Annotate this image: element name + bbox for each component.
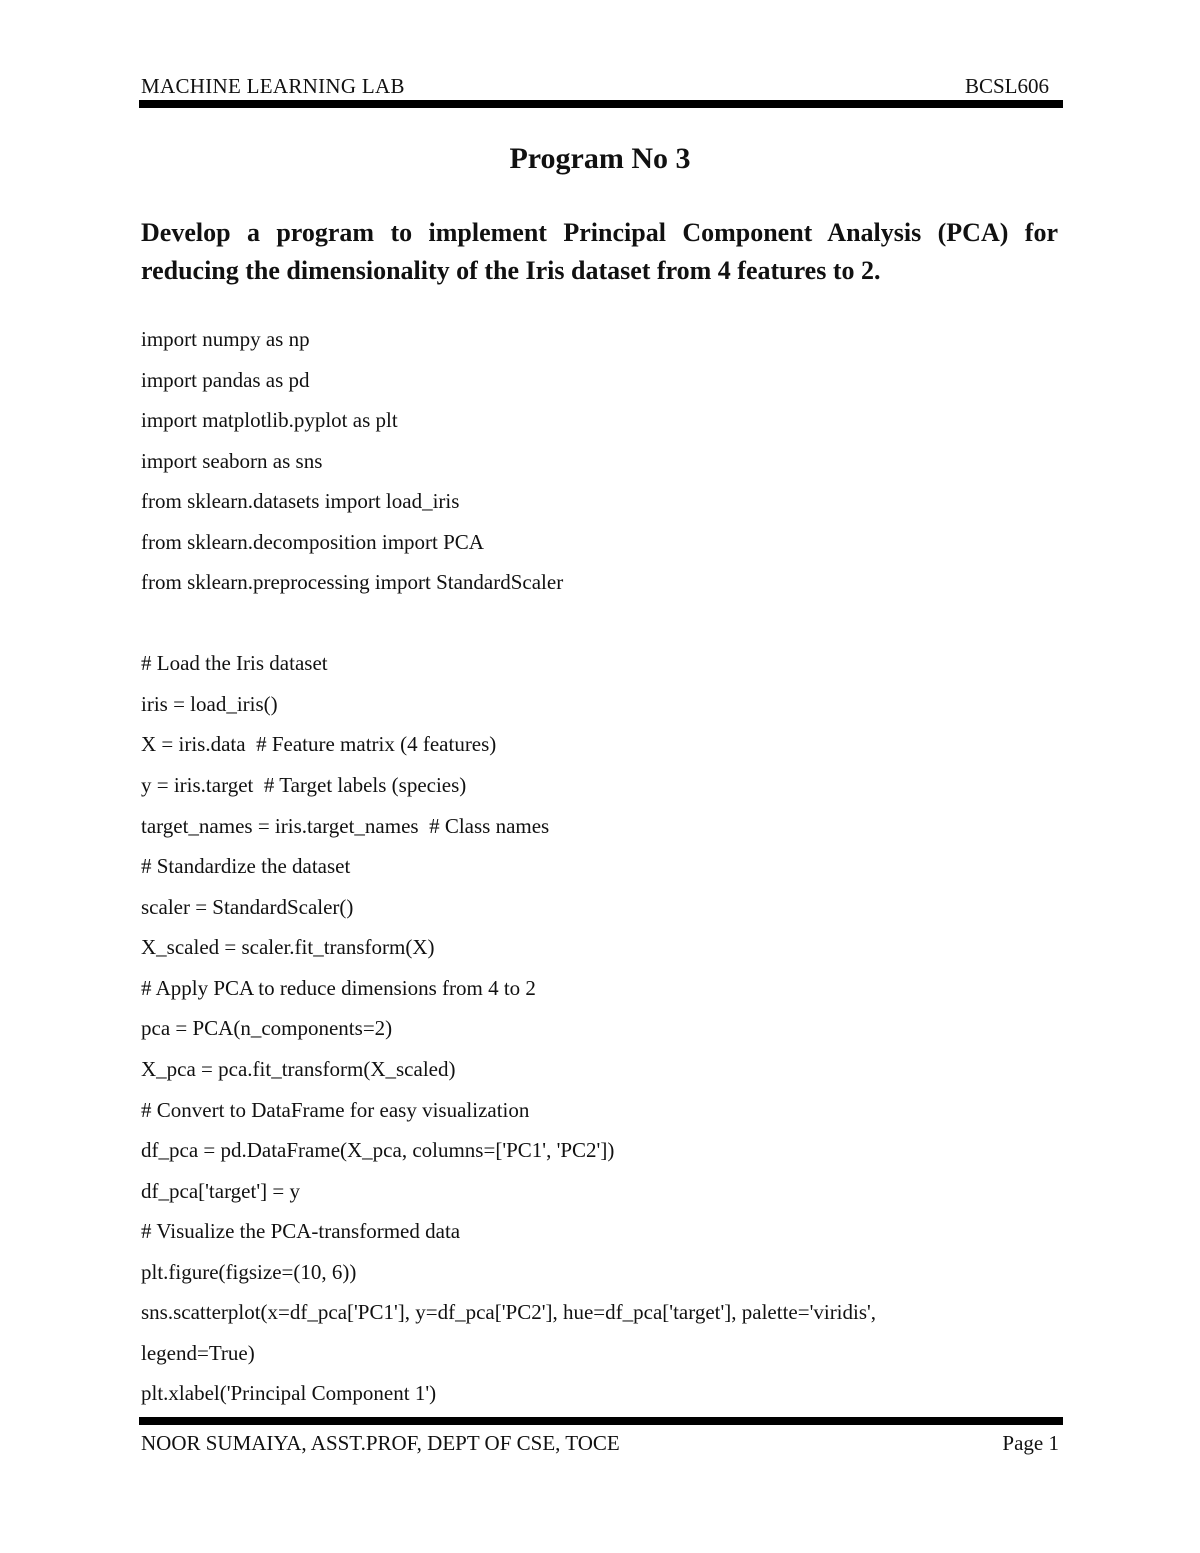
header-course-title: MACHINE LEARNING LAB <box>141 74 405 98</box>
code-line: pca = PCA(n_components=2) <box>141 1016 393 1040</box>
problem-statement-line: Develop a program to implement Principal Component Analysis (PCA) for <box>141 218 1058 247</box>
code-line: from sklearn.decomposition import PCA <box>141 530 484 554</box>
code-line: import matplotlib.pyplot as plt <box>141 408 398 432</box>
code-line: plt.figure(figsize=(10, 6)) <box>141 1260 357 1284</box>
code-line: X = iris.data # Feature matrix (4 features) <box>141 732 497 756</box>
code-line: plt.xlabel('Principal Component 1') <box>141 1381 437 1405</box>
code-line: target_names = iris.target_names # Class names <box>141 814 550 838</box>
code-line: df_pca = pd.DataFrame(X_pca, columns=['PC1', 'PC2']) <box>141 1138 615 1162</box>
code-line: # Standardize the dataset <box>141 854 351 878</box>
code-line: y = iris.target # Target labels (species) <box>141 773 467 797</box>
footer-author: NOOR SUMAIYA, ASST.PROF, DEPT OF CSE, TOCE <box>141 1431 620 1455</box>
code-line: sns.scatterplot(x=df_pca['PC1'], y=df_pca['PC2'], hue=df_pca['target'], palette='viridis', <box>141 1300 877 1324</box>
code-line: # Visualize the PCA-transformed data <box>141 1219 461 1243</box>
page-number: Page 1 <box>1002 1431 1059 1455</box>
code-line: X_pca = pca.fit_transform(X_scaled) <box>141 1057 456 1081</box>
code-line: # Load the Iris dataset <box>141 651 328 675</box>
code-line: legend=True) <box>141 1341 255 1365</box>
problem-statement <box>141 214 1058 290</box>
page-title: Program No 3 <box>509 142 691 175</box>
code-line: from sklearn.datasets import load_iris <box>141 489 460 513</box>
code-line: # Convert to DataFrame for easy visualization <box>141 1098 530 1122</box>
code-line: X_scaled = scaler.fit_transform(X) <box>141 935 435 959</box>
code-line: df_pca['target'] = y <box>141 1179 300 1203</box>
header-rule <box>139 100 1063 108</box>
code-line: import seaborn as sns <box>141 449 323 473</box>
code-line: import numpy as np <box>141 327 310 351</box>
code-line: # Apply PCA to reduce dimensions from 4 to 2 <box>141 976 536 1000</box>
header-course-code: BCSL606 <box>964 74 1049 98</box>
code-line: scaler = StandardScaler() <box>141 895 354 919</box>
code-line: iris = load_iris() <box>141 692 278 716</box>
code-line: import pandas as pd <box>141 368 310 392</box>
problem-statement-line: reducing the dimensionality of the Iris dataset from 4 features to 2. <box>141 256 881 285</box>
footer-rule <box>139 1417 1063 1425</box>
code-line: from sklearn.preprocessing import StandardScaler <box>141 570 564 594</box>
